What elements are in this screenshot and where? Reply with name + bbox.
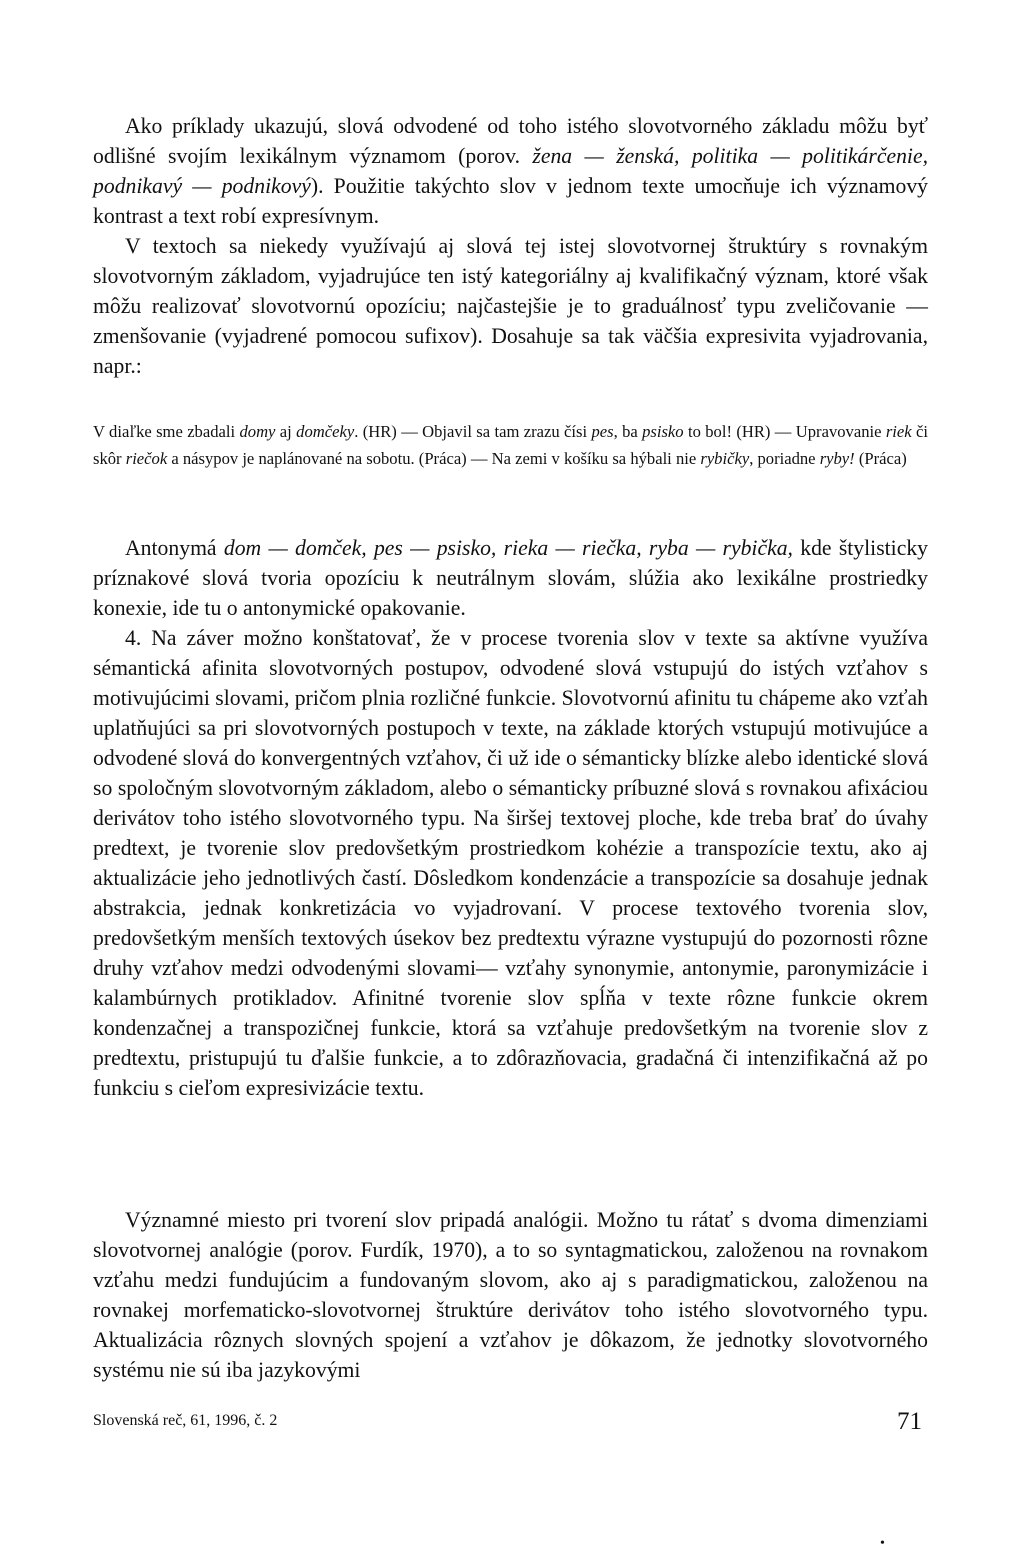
paragraph-4 (93, 623, 928, 1103)
p3-run: dom — domček, pes — psisko, rieka — riečka, ryba — rybička, (223, 536, 793, 560)
quote-run: aj (275, 422, 297, 441)
example-quote (93, 418, 928, 472)
paragraph-2-text (93, 231, 928, 381)
paragraph-3 (93, 533, 928, 623)
quote-run: . (HR) — Objavil sa tam zrazu čísi (354, 422, 592, 441)
paragraph-3-text (93, 533, 928, 623)
p2-run: V textoch sa niekedy využívajú aj slová tej istej slovotvornej štruktúry s rovnakým slovotvorným základom, vyjadrujúce ten istý kategoriálny aj kvalifikačný význam, ktoré však môžu realizovať slovotvornú opozíciu; najčastejšie je to graduálnosť typu zveličovanie — zmenšovanie (vyjadrené pomocou sufixov). Dosahuje sa tak väčšia expresivita vyjadrovania, napr.: (93, 234, 928, 378)
quote-run: riečok (125, 449, 168, 468)
p3-run: kde štylisticky príznakové slová tvoria opozíciu k neutrálnym slovám, slúžia ako lexikálne prostriedky konexie, ide tu o antonymické opakovanie. (93, 536, 929, 620)
p4-run: 4. Na záver možno konštatovať, že v procese tvorenia slov v texte sa aktívne využíva sémantická afinita slovotvorných postupov, odvodené slová vstupujú do istých vzťahov s motivujúcimi slovami, pričom plnia rozličné funkcie. Slovotvornú afinitu tu chápeme ako vzťah uplatňujúci sa pri slovotvorných postupoch v texte, na základe ktorých vstupujú motivujúce a odvodené slová do konvergentných vzťahov, či už ide o sémanticky blízke alebo identické slová so spoločným slovotvorným základom, alebo o sémanticky príbuzné slová s rovnakou afixáciou derivátov toho istého slovotvorného typu. Na širšej textovej ploche, kde treba brať do úvahy predtext, je tvorenie slov predovšetkým prostriedkom kohézie a transpozície textu, ako aj aktualizácie jeho jednotlivých častí. Dôsledkom kondenzácie a transpozície sa dosahuje jednak abstrakcia, jednak konkretizácia vo vyjadrovaní. V procese textového tvorenia slov, predovšetkým menších textových úsekov bez predtextu výrazne vystupujú do pozornosti rôzne druhy vzťahov medzi odvodenými slovami— vzťahy synonymie, antonymie, paronymizácie i kalambúrnych protikladov. Afinitné tvorenie slov spĺňa v texte rôzne funkcie okrem kondenzačnej a transpozičnej funkcie, ktorá sa vzťahuje predovšetkým na tvorenie slov z predtextu, pristupujú tu ďalšie funkcie, a to zdôrazňovacia, gradačná či intenzifikačná až po funkciu s cieľom expresivizácie textu. (93, 626, 928, 1100)
p1-run: žena — ženská, politika — politikárčenie, podnikavý — podnikový (93, 144, 928, 198)
quote-run: rybičky (700, 449, 750, 468)
quote-run: pes (591, 422, 614, 441)
quote-run: riek (885, 422, 912, 441)
p3-run: Antonymá (125, 536, 224, 560)
quote-run: domy (239, 422, 276, 441)
quote-run: ryby! (819, 449, 855, 468)
quote-run: domčeky (296, 422, 355, 441)
quote-run: či skôr (93, 422, 928, 468)
paragraph-4-text (93, 623, 928, 1103)
bullet-mark: • (880, 1536, 885, 1551)
page-number: 71 (897, 1408, 922, 1435)
journal-footer: Slovenská reč, 61, 1996, č. 2 (93, 1412, 278, 1429)
quote-run: a násypov je naplánované na sobotu. (Práca) — Na zemi v košíku sa hýbali nie (167, 449, 701, 468)
paragraph-5 (93, 1205, 928, 1385)
p1-run: ). Použitie takýchto slov v jednom texte umocňuje ich významový kontrast a text robí expresívnym. (93, 174, 929, 228)
paragraph-5-text (93, 1205, 928, 1385)
p1-run: Ako príklady ukazujú, slová odvodené od toho istého slovotvorného základu môžu byť odlišné svojím lexikálnym významom (porov. (93, 114, 928, 168)
quote-run: psisko (642, 422, 684, 441)
quote-run: , poriadne (749, 449, 820, 468)
p5-run: Významné miesto pri tvorení slov pripadá analógii. Možno tu rátať s dvoma dimenziami slovotvornej analógie (porov. Furdík, 1970), a to so syntagmatickou, založenou na rovnakom vzťahu medzi fundujúcim a fundovaným slovom, ako aj s paradigmatickou, založenou na rovnakej morfematicko-slovotvornej štruktúre derivátov toho istého slovotvorného typu. Aktualizácia rôznych slovných spojení a vzťahov je dôkazom, že jednotky slovotvorného systému nie sú iba jazykovými (93, 1208, 928, 1382)
paragraph-1-text (93, 111, 928, 231)
quote-run: to bol! (HR) — Upravovanie (683, 422, 886, 441)
quote-run: (Práca) (854, 449, 907, 468)
example-quote-text (93, 418, 928, 472)
paragraph-2 (93, 231, 928, 381)
quote-run: , ba (613, 422, 643, 441)
paragraph-1 (93, 111, 928, 231)
quote-run: V diaľke sme zbadali (93, 422, 240, 441)
